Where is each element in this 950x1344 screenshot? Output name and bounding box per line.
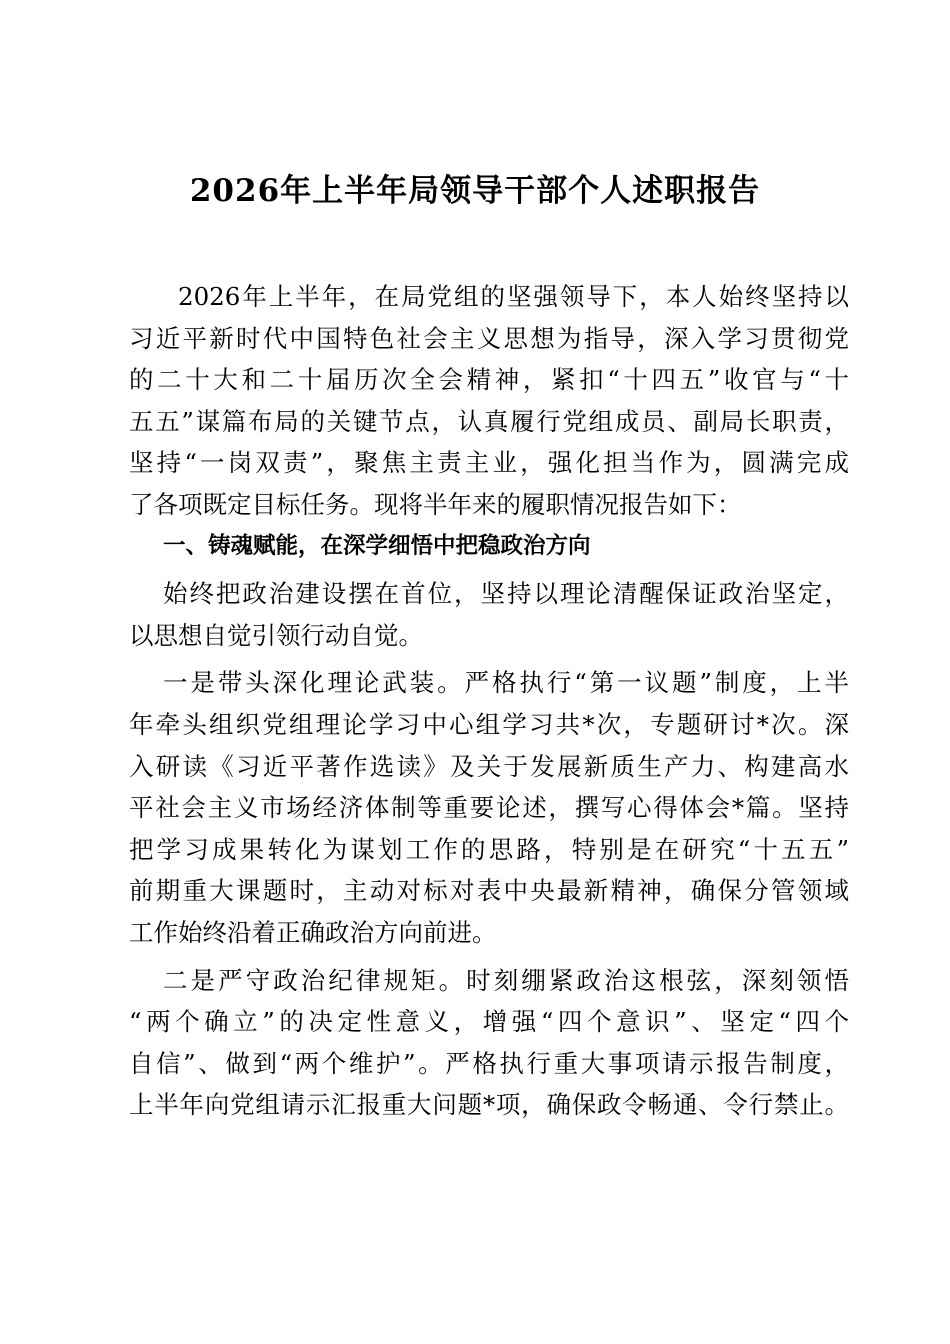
intro-line: 2026年上半年，在局党组的坚强领导下，本人始终坚持以 (178, 282, 849, 311)
point1-line: 工作始终沿着正确政治方向前进。 (129, 917, 497, 947)
point2-line: 上半年向党组请示汇报重大问题*项，确保政令畅通、令行禁止。 (129, 1090, 849, 1120)
document-title: 2026年上半年局领导干部个人述职报告 (189, 173, 761, 209)
document-body (129, 276, 849, 1126)
section-intro-line: 以思想自觉引领行动自觉。 (129, 620, 423, 650)
point1-line: 把学习成果转化为谋划工作的思路，特别是在研究“十五五” (129, 834, 849, 864)
intro-line: 习近平新时代中国特色社会主义思想为指导，深入学习贯彻党 (129, 323, 849, 353)
intro-line: 坚持“一岗双责”，聚焦主责主业，强化担当作为，圆满完成 (129, 448, 849, 478)
point2-line: 自信”、做到“两个维护”。严格执行重大事项请示报告制度， (129, 1048, 849, 1078)
point1-line: 一是带头深化理论武装。严格执行“第一议题”制度，上半 (163, 668, 849, 698)
section-intro-line: 始终把政治建设摆在首位，坚持以理论清醒保证政治坚定， (163, 579, 849, 609)
point1-line: 前期重大课题时，主动对标对表中央最新精神，确保分管领域 (129, 876, 849, 906)
point2-line: “两个确立”的决定性意义，增强“四个意识”、坚定“四个 (129, 1007, 849, 1037)
point1-line: 年牵头组织党组理论学习中心组学习共*次，专题研讨*次。深 (129, 709, 849, 739)
point1-line: 平社会主义市场经济体制等重要论述，撰写心得体会*篇。坚持 (129, 793, 849, 823)
intro-line: 了各项既定目标任务。现将半年来的履职情况报告如下： (129, 489, 742, 519)
point2-line: 二是严守政治纪律规矩。时刻绷紧政治这根弦，深刻领悟 (163, 965, 849, 995)
intro-line: 的二十大和二十届历次全会精神，紧扣“十四五”收官与“十 (129, 365, 849, 395)
intro-line: 五五”谋篇布局的关键节点，认真履行党组成员、副局长职责， (129, 406, 849, 436)
point1-line: 入研读《习近平著作选读》及关于发展新质生产力、构建高水 (129, 751, 849, 781)
section-heading: 一、铸魂赋能，在深学细悟中把稳政治方向 (163, 532, 591, 559)
